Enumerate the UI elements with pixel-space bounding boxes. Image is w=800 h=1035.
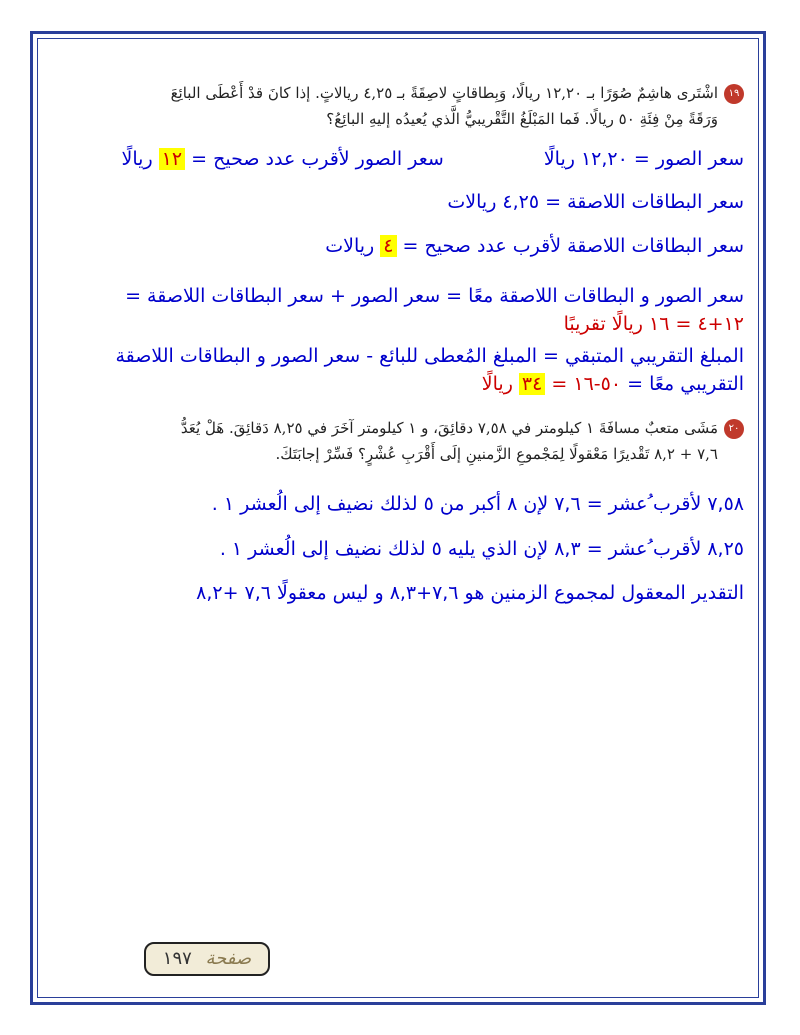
photo-price-rounded: سعر الصور لأقرب عدد صحيح = [191, 148, 444, 170]
answer-20-line-2: ٨,٢٥ لأقرب ُعشر = ٨,٣ لإن الذي يليه ٥ لذلك نضيف إلى الُعشر ١ . [219, 538, 744, 560]
problem-20 [60, 415, 744, 467]
answer-20-line-3: التقدير المعقول لمجموع الزمنين هو ٧,٦+٨,٣ و ليس معقولًا ٧,٦ +٨,٢ [196, 582, 744, 604]
problem-number-badge: ٢٠ [724, 419, 744, 439]
problem-19-line-1: اشْتَرى هاشِمٌ صُوَرًا بـ ١٢,٢٠ ريالًا، وَبِطاقاتٍ لاصِقَةً بـ ٤,٢٥ ريالاتٍ. إذا كانَ قدْ أَعْطَى البائِعَ [170, 84, 718, 102]
highlight-4: ٤ [380, 235, 396, 257]
remaining-label: التقريبي معًا = [627, 373, 744, 395]
answer-19-line-1 [60, 145, 744, 173]
problem-number-badge: ١٩ [724, 84, 744, 104]
answer-19-line-5: ١٢+٤ = ١٦ ريالًا تقريبًا [563, 313, 744, 335]
unit-riyal-red: ريالًا [481, 373, 513, 395]
problem-19-line-2: وَرَقَةً مِنْ فِئَةِ ٥٠ ريالًا. فَما المَبْلَغُ التَّقْريبيُّ الَّذي يُعيدُه إليهِ البائِعُ؟ [326, 110, 718, 128]
unit-riyalat: ريالات [325, 235, 375, 257]
stickers-rounded: سعر البطاقات اللاصقة لأقرب عدد صحيح = [402, 235, 744, 257]
answer-19-line-6: المبلغ التقريبي المتبقي = المبلغ المُعطى للبائع - سعر الصور و البطاقات اللاصقة [115, 345, 744, 367]
problem-20-line-1: مَشَى متعبٌ مسافَةَ ١ كيلومتر في ٧,٥٨ دقائِقَ، و ١ كيلومتر آخَرَ في ٨,٢٥ دَقائِقَ. هَلْ يُعَدُّ [180, 419, 718, 437]
page-number: ١٩٧ [162, 948, 192, 969]
answer-20-line-1: ٧,٥٨ لأقرب ُعشر = ٧,٦ لإن ٨ أكبر من ٥ لذلك نضيف إلى الُعشر ١ . [211, 493, 744, 515]
highlight-12: ١٢ [159, 148, 185, 170]
answer-19-line-4: سعر الصور و البطاقات اللاصقة معًا = سعر الصور + سعر البطاقات اللاصقة = [125, 285, 744, 307]
highlight-34: ٣٤ [519, 373, 545, 395]
problem-20-line-2: ٧,٦ + ٨,٢ تَقْديرًا مَعْقولًا لِمَجْموعِ الزَّمنينِ إلَى أَقْرَبِ عُشْرٍ؟ فَسِّرْ إجابَتَكَ. [275, 445, 718, 463]
photo-price: سعر الصور = ١٢,٢٠ ريالًا [543, 148, 744, 170]
problem-19 [60, 80, 744, 132]
answer-19-line-7 [60, 370, 744, 398]
answer-19-line-3 [60, 232, 744, 260]
answer-19-line-2: سعر البطاقات اللاصقة = ٤,٢٥ ريالات [447, 191, 744, 213]
unit-riyal: ريالًا [121, 148, 153, 170]
page-border-inner [37, 38, 759, 998]
page-number-box [144, 942, 270, 976]
remaining-calc: ٥٠-١٦ = [551, 373, 622, 395]
page-label: صفحة [205, 948, 252, 969]
